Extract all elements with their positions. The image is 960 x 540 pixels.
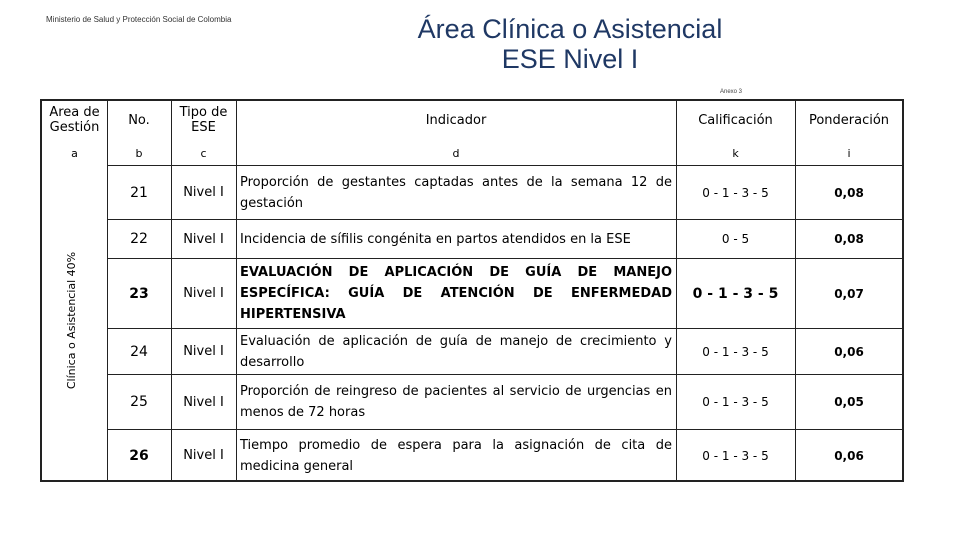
row-calificacion: 0 - 1 - 3 - 5 xyxy=(702,185,769,200)
row-no: 22 xyxy=(130,231,148,247)
row-indicador: Evaluación de aplicación de guía de manejo de crecimiento y desarrollo xyxy=(240,333,672,370)
row-calificacion: 0 - 1 - 3 - 5 xyxy=(702,395,769,409)
row-calificacion: 0 - 1 - 3 - 5 xyxy=(702,344,769,359)
col-letter-no: b xyxy=(135,146,143,160)
row-ponderacion: 0,06 xyxy=(834,448,864,463)
area-label xyxy=(52,160,92,480)
row-indicador: EVALUACIÓN DE APLICACIÓN DE GUÍA DE MANEJO ESPECÍFICA: GUÍA DE ATENCIÓN DE ENFERMEDAD HIPERTENSIVA xyxy=(240,265,672,322)
row-no: 25 xyxy=(130,394,148,410)
area-label-text: Clínica o Asistencial 40% xyxy=(65,251,79,389)
row-ponderacion: 0,06 xyxy=(834,344,864,359)
ministry-label: Ministerio de Salud y Protección Social de Colombia xyxy=(46,15,232,24)
col-letter-tipo: c xyxy=(200,146,207,160)
row-tipo: Nivel I xyxy=(183,286,224,301)
title-line-2: ESE Nivel I xyxy=(501,44,639,74)
row-indicador: Incidencia de sífilis congénita en partos atendidos en la ESE xyxy=(240,231,631,247)
row-tipo: Nivel I xyxy=(183,344,224,359)
col-header-calificacion: Calificación xyxy=(698,112,773,128)
row-no: 26 xyxy=(129,447,149,464)
row-indicador: Proporción de gestantes captadas antes de la semana 12 de gestación xyxy=(240,174,672,211)
col-letter-calificacion: k xyxy=(732,146,739,160)
col-letter-indicador: d xyxy=(452,146,460,160)
col-letter-ponderacion: i xyxy=(847,146,851,160)
row-ponderacion: 0,07 xyxy=(834,286,864,301)
row-tipo: Nivel I xyxy=(183,448,224,463)
row-indicador: Tiempo promedio de espera para la asignación de cita de medicina general xyxy=(240,437,672,474)
annex-label: Anexo 3 xyxy=(720,89,743,95)
row-calificacion: 0 - 1 - 3 - 5 xyxy=(692,285,779,302)
row-calificacion: 0 - 5 xyxy=(721,232,750,246)
col-header-no: No. xyxy=(128,112,150,128)
row-calificacion: 0 - 1 - 3 - 5 xyxy=(702,448,769,463)
col-header-tipo: Tipo de ESE xyxy=(179,105,228,135)
row-tipo: Nivel I xyxy=(183,231,224,247)
row-ponderacion: 0,05 xyxy=(834,395,864,409)
row-tipo: Nivel I xyxy=(183,394,224,410)
col-header-area: Area de Gestión xyxy=(49,105,100,135)
row-no: 23 xyxy=(129,285,149,302)
row-no: 24 xyxy=(130,343,148,360)
row-indicador: Proporción de reingreso de pacientes al servicio de urgencias en menos de 72 horas xyxy=(240,384,672,420)
row-no: 21 xyxy=(130,184,148,201)
row-tipo: Nivel I xyxy=(183,185,224,200)
col-header-indicador: Indicador xyxy=(425,112,487,128)
page-title xyxy=(360,14,780,74)
row-ponderacion: 0,08 xyxy=(834,232,864,246)
title-line-1: Área Clínica o Asistencial xyxy=(417,14,723,44)
row-ponderacion: 0,08 xyxy=(834,185,864,200)
col-letter-area: a xyxy=(71,146,78,160)
col-header-ponderacion: Ponderación xyxy=(808,112,890,128)
